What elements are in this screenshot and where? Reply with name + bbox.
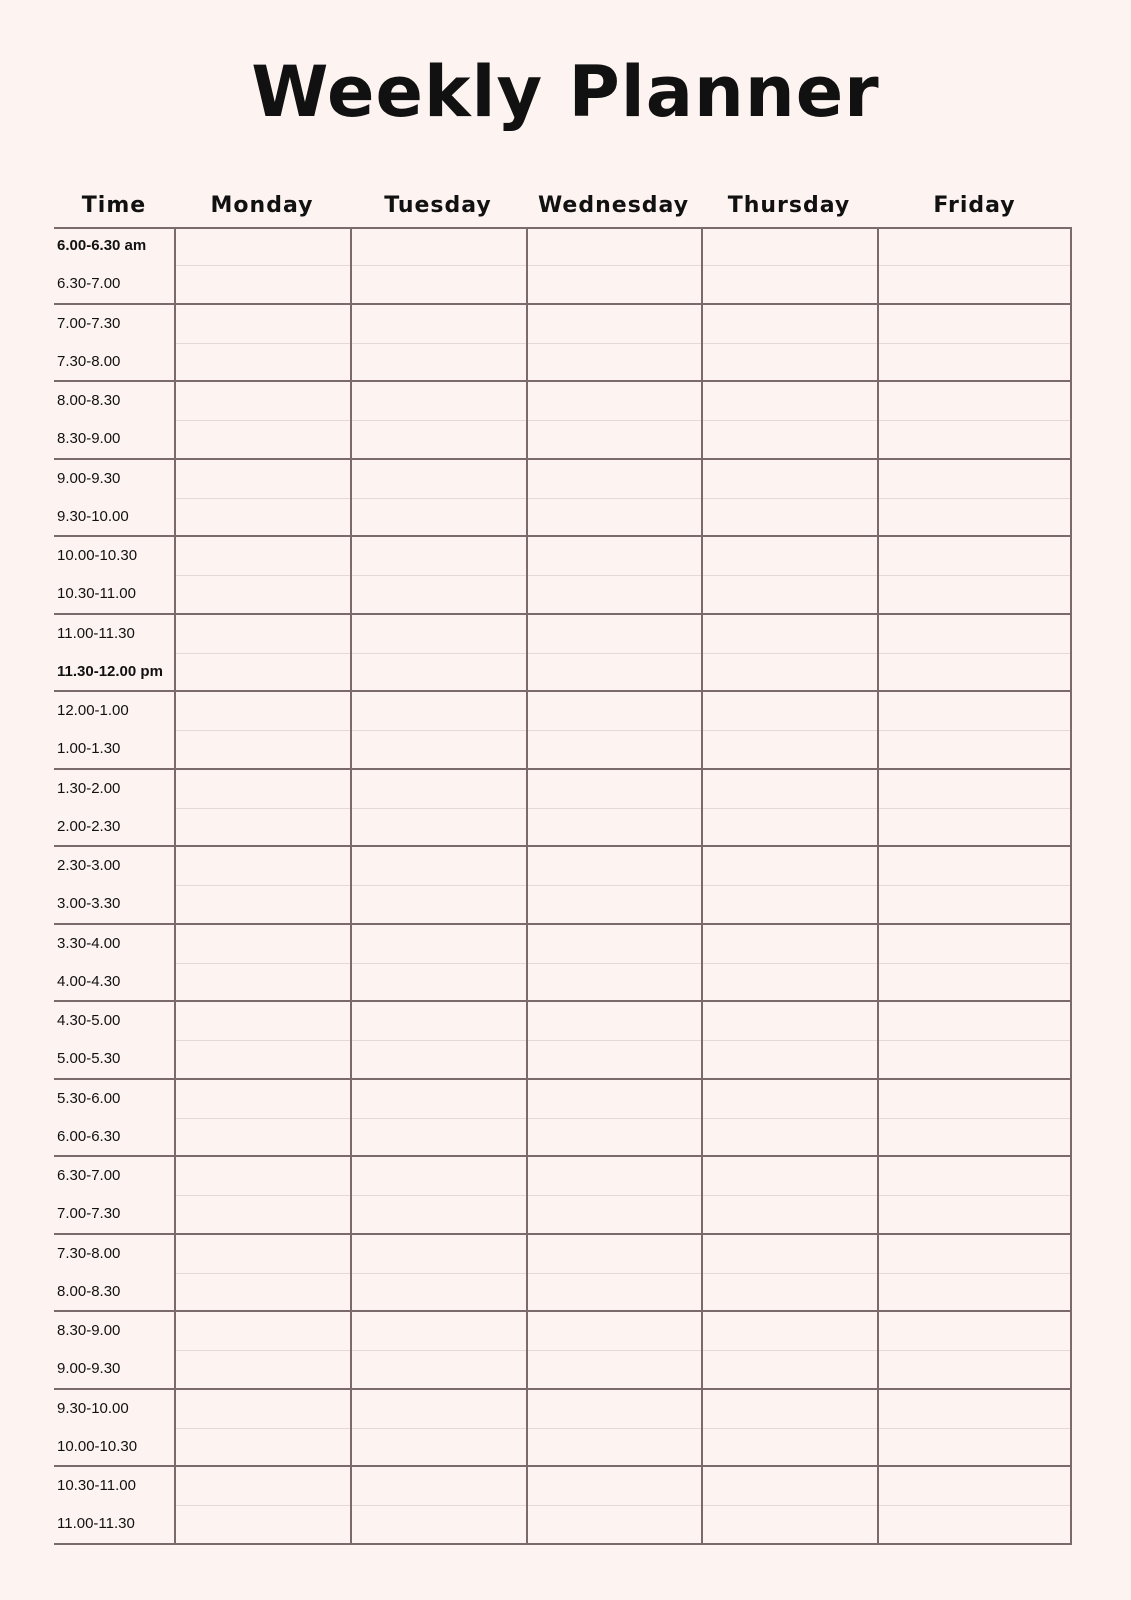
time-slot-label: 8.30-9.00	[57, 1322, 121, 1339]
hour-block	[54, 847, 1072, 925]
time-slot-label: 3.30-4.00	[57, 934, 121, 952]
column-divider	[1070, 227, 1072, 1544]
time-slot-label: 6.30-7.00	[57, 1167, 121, 1184]
hour-block	[54, 227, 1072, 305]
column-header-thursday: Thursday	[727, 193, 851, 218]
hour-block	[54, 1390, 1072, 1468]
time-slot-label: 11.00-11.30	[57, 624, 135, 642]
half-hour-divider	[176, 885, 1072, 886]
time-slot-label: 8.30-9.00	[57, 430, 121, 447]
time-slot-label: 7.00-7.30	[57, 314, 121, 332]
half-hour-divider	[176, 1195, 1072, 1196]
time-slot-label: 2.30-3.00	[57, 857, 121, 874]
time-slot-label: 5.00-5.30	[57, 1050, 121, 1067]
half-hour-divider	[176, 653, 1072, 654]
time-slot-label: 10.00-10.30	[57, 1437, 138, 1455]
time-slot-label: 11.30-12.00 pm	[57, 662, 163, 680]
half-hour-divider	[176, 1040, 1072, 1041]
time-slot-label: 6.00-6.30 am	[57, 237, 147, 254]
hour-block	[54, 1467, 1072, 1545]
time-slot-label: 2.00-2.30	[57, 817, 121, 835]
time-slot-label: 4.00-4.30	[57, 972, 121, 990]
half-hour-divider	[176, 1273, 1072, 1274]
time-slot-label: 6.30-7.00	[57, 275, 121, 292]
time-slot-label: 12.00-1.00	[57, 702, 129, 719]
hour-block	[54, 770, 1072, 848]
column-header-monday: Monday	[210, 193, 314, 218]
time-slot-label: 9.00-9.30	[57, 1360, 121, 1377]
time-slot-label: 10.00-10.30	[57, 547, 138, 564]
hour-block	[54, 1002, 1072, 1080]
column-divider	[526, 227, 528, 1544]
page-title: Weekly Planner	[251, 51, 880, 133]
hour-block	[54, 1157, 1072, 1235]
column-header-row	[54, 186, 1072, 226]
time-slot-label: 10.30-11.00	[57, 1477, 136, 1494]
planner-grid	[54, 227, 1072, 1544]
time-slot-label: 7.30-8.00	[57, 1244, 121, 1262]
hour-block	[54, 1312, 1072, 1390]
hour-block	[54, 460, 1072, 538]
hour-block	[54, 1235, 1072, 1313]
time-slot-label: 8.00-8.30	[57, 392, 121, 409]
hour-block	[54, 382, 1072, 460]
column-header-time: Time	[81, 193, 147, 218]
time-slot-label: 6.00-6.30	[57, 1127, 121, 1145]
half-hour-divider	[176, 343, 1072, 344]
time-slot-label: 9.30-10.00	[57, 507, 129, 525]
half-hour-divider	[176, 963, 1072, 964]
hour-block	[54, 537, 1072, 615]
hour-block	[54, 1080, 1072, 1158]
time-slot-label: 11.00-11.30	[57, 1515, 135, 1532]
half-hour-divider	[176, 1428, 1072, 1429]
half-hour-divider	[176, 575, 1072, 576]
time-slot-label: 7.30-8.00	[57, 352, 121, 370]
half-hour-divider	[176, 1118, 1072, 1119]
column-divider	[174, 227, 176, 1544]
time-slot-label: 7.00-7.30	[57, 1205, 121, 1222]
half-hour-divider	[176, 265, 1072, 266]
half-hour-divider	[176, 420, 1072, 421]
time-slot-label: 9.30-10.00	[57, 1399, 129, 1417]
time-slot-label: 1.00-1.30	[57, 740, 121, 757]
time-slot-label: 10.30-11.00	[57, 585, 136, 602]
time-slot-label: 9.00-9.30	[57, 469, 121, 487]
hour-block	[54, 925, 1072, 1003]
half-hour-divider	[176, 1350, 1072, 1351]
hour-block	[54, 692, 1072, 770]
time-slot-label: 5.30-6.00	[57, 1089, 121, 1107]
column-header-tuesday: Tuesday	[384, 193, 492, 218]
half-hour-divider	[176, 808, 1072, 809]
column-divider	[877, 227, 879, 1544]
hour-block	[54, 305, 1072, 383]
half-hour-divider	[176, 1505, 1072, 1506]
half-hour-divider	[176, 498, 1072, 499]
time-slot-label: 8.00-8.30	[57, 1282, 121, 1300]
column-header-wednesday: Wednesday	[537, 193, 690, 218]
time-slot-label: 4.30-5.00	[57, 1012, 121, 1029]
column-divider	[701, 227, 703, 1544]
column-divider	[350, 227, 352, 1544]
column-header-friday: Friday	[933, 193, 1016, 218]
hour-block	[54, 615, 1072, 693]
time-slot-label: 1.30-2.00	[57, 779, 121, 797]
time-slot-label: 3.00-3.30	[57, 895, 121, 912]
half-hour-divider	[176, 730, 1072, 731]
